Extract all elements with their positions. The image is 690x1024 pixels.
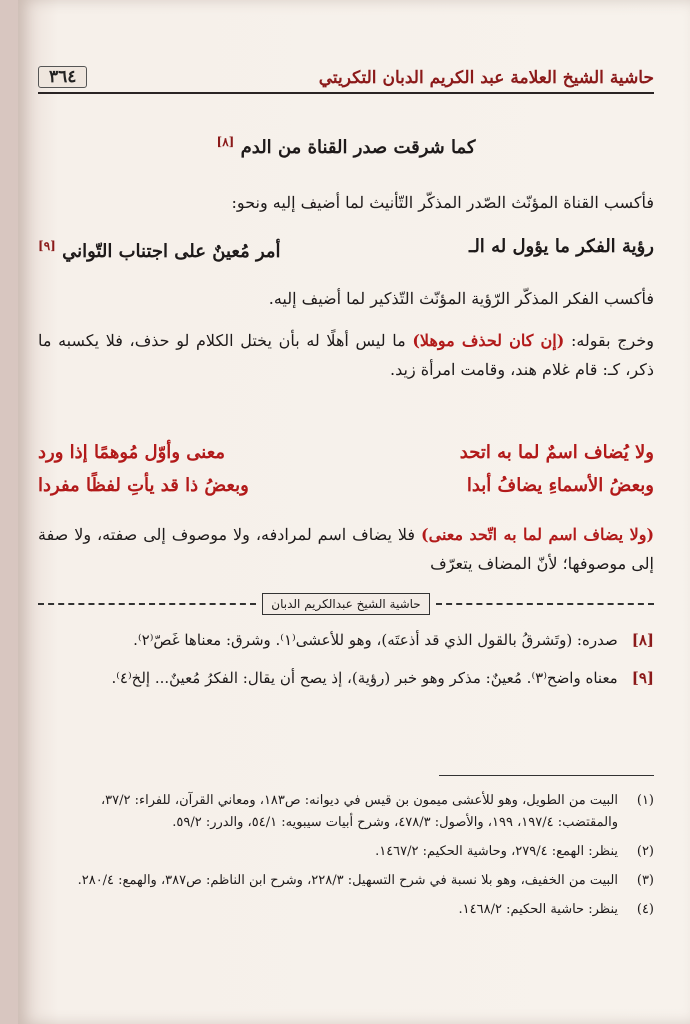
verse-1-marker: [٨]	[216, 135, 235, 149]
poem-line-1	[38, 438, 654, 467]
footnote-number: (٣)	[636, 873, 654, 888]
divider-label: حاشية الشيخ عبدالكريم الدبان	[262, 593, 429, 615]
footnote-3	[38, 870, 654, 892]
commentary-note-number: [٩]	[631, 669, 654, 687]
footnote-text: البيت من الخفيف، وهو بلا نسبة في شرح التسهيل: ٢٢٨/٣، وشرح ابن الناظم: ص٣٨٧، والهمع: ٢٨٠/٤.	[77, 873, 618, 888]
commentary-note-text: صدره: (وتَشرقُ بالقول الذي قد أذعتَه)، وهو للأعشى⁽١⁾. وشرق: معناها غَصّ⁽٢⁾.	[133, 631, 618, 649]
footnote-text: البيت من الطويل، وهو للأعشى ميمون بن قيس في ديوانه: ص١٨٣، ومعاني القرآن، للفراء: ٣٧/٢، والمقتضب: ١٩٧/٤، ١٩٩، والأصول: ٤٧٨/٣، وشرح أبيات سيبويه: ٥٤/١، والدرر: ٥٩/٢.	[100, 793, 618, 830]
footnote-4	[38, 899, 654, 921]
commentary-notes	[38, 626, 654, 692]
paragraph-2: فأكسب الفكر المذكّر الرّؤية المؤنّث التّذكير لما أضيف إليه.	[268, 289, 654, 308]
footnote-text: ينظر: الهمع: ٢٧٩/٤، وحاشية الحكيم: ١٤٦٧/٢.	[375, 844, 618, 859]
paragraph-4-rest: فلا يضاف اسم لمرادفه، ولا موصوف إلى صفته، ولا صفة إلى موصوفها؛ لأنّ المضاف يتعرّف	[38, 525, 654, 573]
verse-1	[38, 128, 654, 162]
paragraph-1: فأكسب القناة المؤنّث الصّدر المذكّر التّأنيث لما أضيف إليه ونحو:	[231, 193, 654, 212]
poem-line-2-first: وبعضُ الأسماءِ يضافُ أبدا	[466, 475, 654, 496]
paragraph-3-rest: ما ليس أهلًا له بأن يختل الكلام لو حذف، فلا يكسبه ما ذكر، كـ: قام غلام هند، وقامت امرأة زيد.	[38, 331, 654, 379]
footnote-2	[38, 841, 654, 863]
page-number: ٣٦٤	[38, 66, 87, 88]
paragraph-3	[38, 326, 654, 384]
paragraph-4-quote: (ولا يضاف اسم لما به اتّحد معنى)	[421, 525, 655, 544]
paragraph-3-lead: وخرج بقوله:	[570, 331, 655, 350]
verse-2-first-hemistich: رؤية الفكر ما يؤول له الـ	[469, 236, 654, 257]
book-page	[18, 0, 690, 1024]
verse-2-second-hemistich-wrap	[38, 232, 281, 266]
verse-2	[38, 232, 654, 266]
paragraph-3-quote: (إن كان لحذف موهلا)	[412, 331, 565, 350]
poem	[38, 438, 654, 500]
paragraph-4	[38, 520, 654, 578]
poem-line-2-second: وبعضُ ذا قد يأتِ لفظًا مفردا	[38, 475, 249, 496]
poem-line-1-first: ولا يُضاف اسمٌ لما به اتحد	[459, 442, 654, 463]
footnote-text: ينظر: حاشية الحكيم: ١٤٦٨/٢.	[458, 902, 618, 917]
footnotes	[38, 790, 654, 928]
verse-2-second-hemistich: أمر مُعينٌ على اجتناب التّواني	[62, 241, 281, 262]
verse-2-marker: [٩]	[38, 239, 56, 253]
footnote-number: (١)	[636, 793, 654, 808]
page-header	[38, 58, 654, 94]
footnote-1	[38, 790, 654, 834]
header-title: حاشية الشيخ العلامة عبد الكريم الدبان التكريتي	[318, 68, 654, 88]
footnote-rule	[439, 775, 654, 776]
footnote-number: (٢)	[636, 844, 654, 859]
commentary-note-number: [٨]	[631, 631, 654, 649]
section-divider	[38, 592, 654, 616]
footnote-number: (٤)	[636, 902, 654, 917]
commentary-note-text: معناه واضح⁽٣⁾. مُعينٌ: مذكر وهو خبر (رؤية)، إذ يصح أن يقال: الفكرُ مُعينٌ... إلخ⁽٤⁾.	[111, 669, 618, 687]
poem-line-2	[38, 471, 654, 500]
page-content	[38, 0, 654, 1024]
divider-dash-right	[436, 603, 654, 605]
verse-1-text: كما شرقت صدر القناة من الدم	[240, 137, 476, 158]
divider-dash-left	[38, 603, 256, 605]
commentary-note-8	[38, 626, 654, 654]
poem-line-1-second: معنى وأوّل مُوهمًا إذا ورد	[38, 442, 226, 463]
commentary-note-9	[38, 664, 654, 692]
